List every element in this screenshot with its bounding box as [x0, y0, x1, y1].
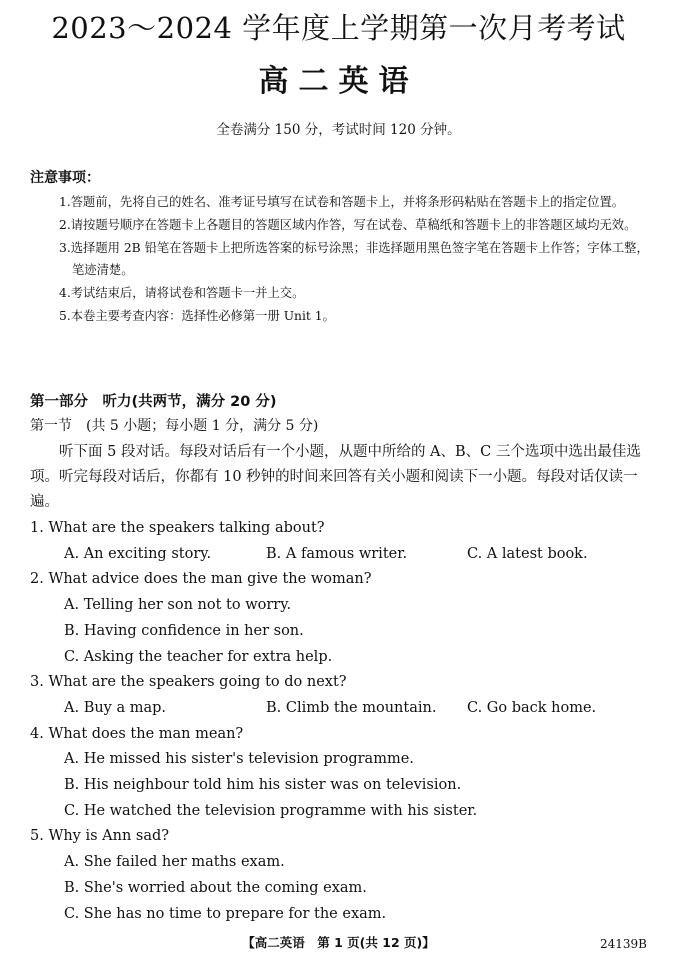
- part-heading: 第一部分 听力(共两节，满分 20 分): [30, 394, 277, 410]
- question-item: [30, 670, 650, 721]
- option-b: B. His neighbour told him his sister was on television.: [64, 777, 462, 793]
- option-a: A. Buy a map.: [64, 699, 167, 716]
- question-item: [30, 722, 650, 825]
- question-stem: 5. Why is Ann sad?: [30, 828, 170, 845]
- listening-instructions: 听下面 5 段对话。每段对话后有一个小题，从题中所给的 A、B、C 三个选项中选出最佳选项。听完每段对话后，你都有 10 秒钟的时间来回答有关小题和阅读下一小题。每段对话仅读一遍。: [30, 444, 641, 510]
- note-item: 2.请按题号顺序在答题卡上各题目的答题区域内作答，写在试卷、草稿纸和答题卡上的非答题区域均无效。: [59, 217, 637, 232]
- notes-heading: 注意事项：: [30, 170, 100, 186]
- option-a: A. Telling her son not to worry.: [64, 597, 292, 614]
- option-c: C. Go back home.: [467, 699, 597, 716]
- question-stem: 2. What advice does the man give the woman?: [30, 571, 372, 588]
- section-heading: 第一节 (共 5 小题；每小题 1 分，满分 5 分): [30, 418, 319, 434]
- option-a: A. An exciting story.: [64, 545, 212, 562]
- option-b: B. A famous writer.: [266, 545, 408, 562]
- question-stem: 3. What are the speakers going to do next?: [30, 674, 347, 691]
- notes-list: [48, 191, 654, 328]
- option-c: C. He watched the television programme with his sister.: [64, 802, 478, 819]
- question-item: [30, 516, 650, 567]
- question-item: [30, 824, 650, 927]
- options-row: [30, 542, 650, 568]
- question-item: [30, 567, 650, 670]
- option-a: A. She failed her maths exam.: [64, 854, 285, 871]
- question-list: [30, 516, 650, 927]
- option-b: B. Having confidence in her son.: [64, 622, 304, 639]
- note-item: 4.考试结束后，请将试卷和答题卡一并上交。: [59, 286, 305, 301]
- note-item: 1.答题前，先将自己的姓名、准考证号填写在试卷和答题卡上，并将条形码粘贴在答题卡上的指定位置。: [59, 195, 625, 209]
- option-b: B. Climb the mountain.: [266, 699, 437, 716]
- subject-title: 高二英语: [258, 64, 419, 99]
- question-stem: 4. What does the man mean?: [30, 725, 244, 742]
- option-c: C. Asking the teacher for extra help.: [64, 648, 333, 665]
- question-stem: 1. What are the speakers talking about?: [30, 520, 325, 536]
- paper-code: 24139B: [600, 937, 647, 951]
- exam-info: 全卷满分 150 分，考试时间 120 分钟。: [216, 122, 461, 138]
- options-row: [30, 696, 650, 722]
- page-footer: 【高二英语 第 1 页(共 12 页)】: [242, 935, 435, 950]
- option-b: B. She's worried about the coming exam.: [64, 879, 367, 896]
- option-c: C. She has no time to prepare for the exam.: [64, 905, 387, 922]
- option-a: A. He missed his sister's television programme.: [64, 751, 414, 768]
- option-c: C. A latest book.: [467, 545, 588, 562]
- note-item: 3.选择题用 2B 铅笔在答题卡上把所选答案的标号涂黑；非选择题用黑色签字笔在答题卡上作答；字体工整，笔迹清楚。: [59, 240, 649, 278]
- page-title: 2023～2024 学年度上学期第一次月考考试: [51, 11, 626, 45]
- note-item: 5.本卷主要考查内容：选择性必修第一册 Unit 1。: [59, 308, 335, 323]
